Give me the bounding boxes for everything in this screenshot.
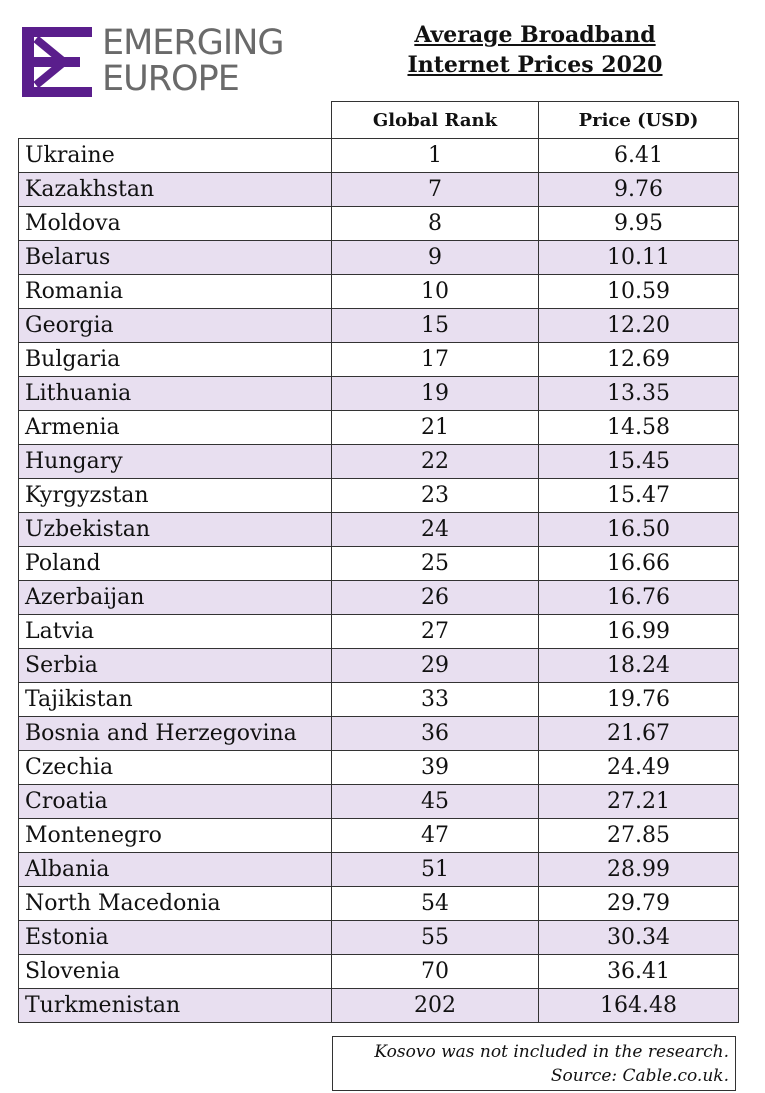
- rank-cell: 9: [332, 241, 539, 275]
- country-cell: Kyrgyzstan: [19, 479, 332, 513]
- rank-cell: 45: [332, 785, 539, 819]
- table-row: [19, 479, 739, 513]
- note-line-2: Source: Cable.co.uk.: [550, 1066, 729, 1086]
- country-cell: Belarus: [19, 241, 332, 275]
- table-row: [19, 207, 739, 241]
- rank-cell: 54: [332, 887, 539, 921]
- price-cell: 14.58: [539, 411, 739, 445]
- table-row: [19, 445, 739, 479]
- price-cell: 19.76: [539, 683, 739, 717]
- title-line-2: Internet Prices 2020: [407, 52, 663, 78]
- country-cell: Armenia: [19, 411, 332, 445]
- table-row: [19, 275, 739, 309]
- rank-cell: 10: [332, 275, 539, 309]
- price-cell: 16.76: [539, 581, 739, 615]
- header-global-rank: Global Rank: [332, 102, 539, 139]
- rank-cell: 8: [332, 207, 539, 241]
- logo-wordmark: [102, 25, 284, 97]
- table-row: [19, 717, 739, 751]
- country-cell: Croatia: [19, 785, 332, 819]
- rank-cell: 17: [332, 343, 539, 377]
- price-cell: 164.48: [539, 989, 739, 1023]
- price-cell: 18.24: [539, 649, 739, 683]
- country-cell: Estonia: [19, 921, 332, 955]
- rank-cell: 21: [332, 411, 539, 445]
- table-row: [19, 513, 739, 547]
- rank-cell: 22: [332, 445, 539, 479]
- rank-cell: 15: [332, 309, 539, 343]
- country-cell: Slovenia: [19, 955, 332, 989]
- country-cell: Uzbekistan: [19, 513, 332, 547]
- rank-cell: 33: [332, 683, 539, 717]
- table-body: [19, 139, 739, 1023]
- country-cell: Poland: [19, 547, 332, 581]
- country-cell: Hungary: [19, 445, 332, 479]
- price-cell: 28.99: [539, 853, 739, 887]
- price-cell: 13.35: [539, 377, 739, 411]
- table-row: [19, 887, 739, 921]
- price-cell: 15.47: [539, 479, 739, 513]
- title-line-1: Average Broadband: [414, 22, 656, 48]
- logo-line-2: EUROPE: [102, 59, 239, 99]
- table-row: [19, 649, 739, 683]
- rank-cell: 202: [332, 989, 539, 1023]
- rank-cell: 39: [332, 751, 539, 785]
- price-cell: 16.66: [539, 547, 739, 581]
- table-row: [19, 547, 739, 581]
- country-cell: Bosnia and Herzegovina: [19, 717, 332, 751]
- table-row: [19, 683, 739, 717]
- country-cell: Bulgaria: [19, 343, 332, 377]
- country-cell: Latvia: [19, 615, 332, 649]
- header-price-usd: Price (USD): [539, 102, 739, 139]
- table-row: [19, 853, 739, 887]
- country-cell: Moldova: [19, 207, 332, 241]
- price-cell: 12.69: [539, 343, 739, 377]
- rank-cell: 27: [332, 615, 539, 649]
- country-cell: Romania: [19, 275, 332, 309]
- table-header-row: [19, 102, 739, 139]
- country-cell: Czechia: [19, 751, 332, 785]
- price-cell: 27.85: [539, 819, 739, 853]
- table-row: [19, 377, 739, 411]
- price-cell: 9.76: [539, 173, 739, 207]
- country-cell: Georgia: [19, 309, 332, 343]
- country-cell: Azerbaijan: [19, 581, 332, 615]
- rank-cell: 29: [332, 649, 539, 683]
- page-title: [380, 20, 690, 80]
- rank-cell: 1: [332, 139, 539, 173]
- country-cell: Tajikistan: [19, 683, 332, 717]
- table-row: [19, 989, 739, 1023]
- price-cell: 10.11: [539, 241, 739, 275]
- rank-cell: 25: [332, 547, 539, 581]
- table-row: [19, 581, 739, 615]
- rank-cell: 51: [332, 853, 539, 887]
- table-row: [19, 309, 739, 343]
- logo-line-1: EMERGING: [102, 23, 284, 63]
- emerging-europe-logo: [22, 23, 322, 99]
- broadband-price-table: [18, 101, 739, 1023]
- country-cell: Ukraine: [19, 139, 332, 173]
- country-cell: Kazakhstan: [19, 173, 332, 207]
- table-row: [19, 241, 739, 275]
- rank-cell: 19: [332, 377, 539, 411]
- country-cell: Albania: [19, 853, 332, 887]
- price-cell: 24.49: [539, 751, 739, 785]
- table-row: [19, 173, 739, 207]
- table-row: [19, 411, 739, 445]
- price-cell: 21.67: [539, 717, 739, 751]
- note-line-1: Kosovo was not included in the research.: [374, 1042, 729, 1062]
- table-row: [19, 955, 739, 989]
- table-row: [19, 615, 739, 649]
- price-cell: 36.41: [539, 955, 739, 989]
- table-row: [19, 819, 739, 853]
- rank-cell: 26: [332, 581, 539, 615]
- country-cell: Lithuania: [19, 377, 332, 411]
- header-country: [19, 102, 332, 139]
- country-cell: Montenegro: [19, 819, 332, 853]
- price-cell: 30.34: [539, 921, 739, 955]
- country-cell: Serbia: [19, 649, 332, 683]
- country-cell: Turkmenistan: [19, 989, 332, 1023]
- price-cell: 29.79: [539, 887, 739, 921]
- rank-cell: 70: [332, 955, 539, 989]
- table-row: [19, 785, 739, 819]
- price-cell: 27.21: [539, 785, 739, 819]
- price-cell: 16.99: [539, 615, 739, 649]
- source-note: [332, 1036, 736, 1091]
- rank-cell: 47: [332, 819, 539, 853]
- price-cell: 9.95: [539, 207, 739, 241]
- table-row: [19, 343, 739, 377]
- rank-cell: 24: [332, 513, 539, 547]
- price-cell: 12.20: [539, 309, 739, 343]
- rank-cell: 23: [332, 479, 539, 513]
- emerging-europe-logo-mark: [22, 27, 92, 97]
- price-cell: 6.41: [539, 139, 739, 173]
- price-cell: 16.50: [539, 513, 739, 547]
- rank-cell: 55: [332, 921, 539, 955]
- table-row: [19, 751, 739, 785]
- rank-cell: 36: [332, 717, 539, 751]
- price-cell: 10.59: [539, 275, 739, 309]
- table-row: [19, 139, 739, 173]
- country-cell: North Macedonia: [19, 887, 332, 921]
- table-row: [19, 921, 739, 955]
- rank-cell: 7: [332, 173, 539, 207]
- price-cell: 15.45: [539, 445, 739, 479]
